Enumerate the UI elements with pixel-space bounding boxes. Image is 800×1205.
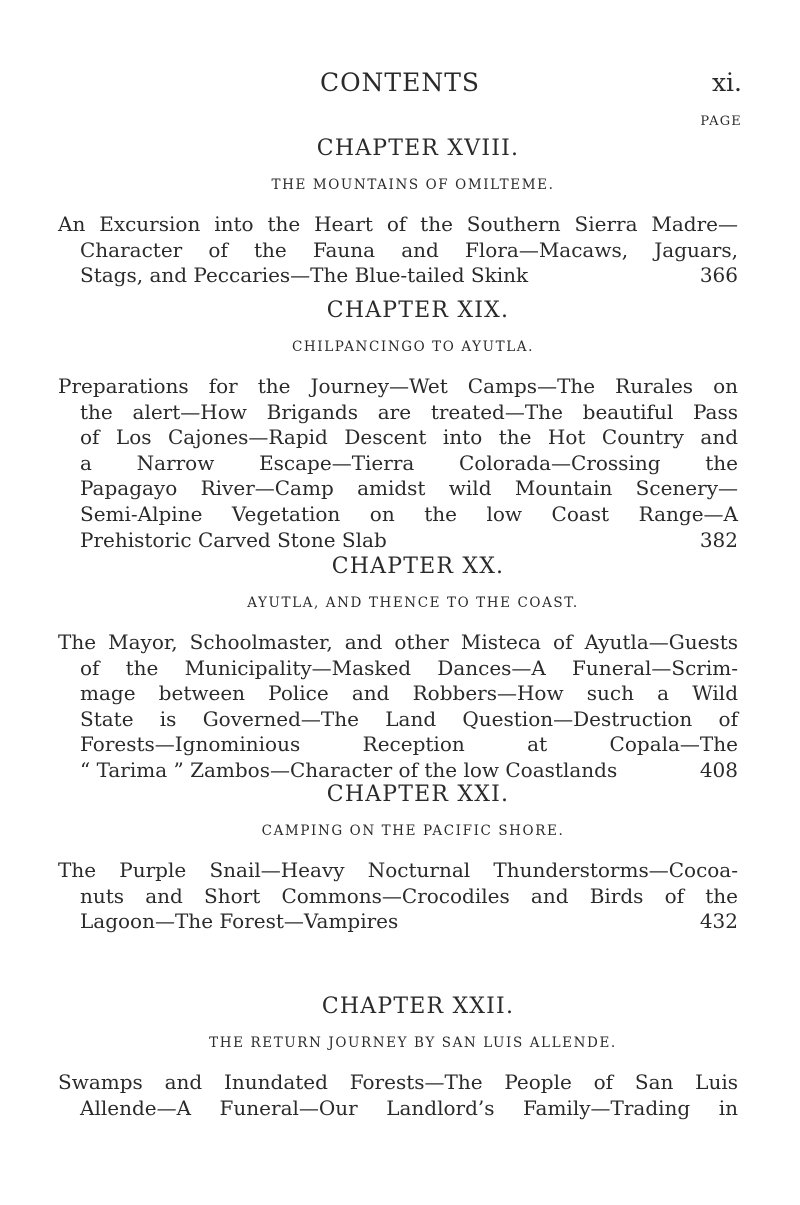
summary-line: a Narrow Escape—Tierra Colorada—Crossing the: [80, 450, 738, 475]
summary-line: Character of the Fauna and Flora—Macaws, Jaguars,: [80, 237, 738, 262]
summary-line: nuts and Short Commons—Crocodiles and Birds of the: [80, 883, 738, 908]
page-number: xi.: [711, 68, 742, 97]
chapter-summary: [58, 630, 738, 784]
chapter-title: CHAPTER XXI.: [326, 782, 510, 807]
summary-line: the alert—How Brigands are treated—The beautiful Pass: [80, 399, 738, 424]
chapter-entry: [58, 552, 738, 784]
summary-line: Prehistoric Carved Stone Slab: [80, 527, 387, 552]
chapter-page-number: 432: [699, 909, 738, 934]
summary-line: Preparations for the Journey—Wet Camps—The Rurales on: [58, 374, 738, 398]
page-column-label: PAGE: [700, 114, 742, 129]
summary-line: The Mayor, Schoolmaster, and other Misteca of Ayutla—Guests: [58, 630, 738, 654]
chapter-title: CHAPTER XX.: [331, 554, 505, 579]
chapter-subtitle: THE RETURN JOURNEY BY SAN LUIS ALLENDE.: [209, 1035, 617, 1051]
chapter-title: CHAPTER XIX.: [326, 298, 510, 323]
summary-line: of Los Cajones—Rapid Descent into the Hot Country and: [80, 425, 738, 450]
chapter-entry: [58, 134, 738, 289]
chapter-page-number: 382: [699, 527, 738, 552]
summary-line: Allende—A Funeral—Our Landlord’s Family—Trading in: [80, 1095, 738, 1120]
running-head: [0, 66, 800, 100]
chapter-summary: [58, 374, 738, 553]
summary-line: Semi-Alpine Vegetation on the low Coast Range—A: [80, 501, 738, 526]
summary-line: Swamps and Inundated Forests—The People of San Luis: [58, 1070, 738, 1094]
chapter-page-number: 408: [699, 757, 738, 782]
summary-line: of the Municipality—Masked Dances—A Funeral—Scrim-: [80, 655, 738, 680]
summary-line: Lagoon—The Forest—Vampires: [80, 909, 399, 934]
chapter-title: CHAPTER XXII.: [321, 994, 515, 1019]
summary-line: “ Tarima ” Zambos—Character of the low Coastlands: [80, 757, 618, 782]
chapter-subtitle: THE MOUNTAINS OF OMILTEME.: [271, 177, 555, 193]
chapter-entry: [58, 296, 738, 553]
summary-line: State is Governed—The Land Question—Destruction of: [80, 706, 738, 731]
chapter-page-number: 366: [699, 263, 738, 288]
chapter-summary: [58, 1070, 738, 1121]
chapter-summary: [58, 858, 738, 935]
summary-line: An Excursion into the Heart of the Southern Sierra Madre—: [58, 212, 738, 236]
summary-line: Forests—Ignominious Reception at Copala—The: [80, 732, 738, 757]
summary-line: The Purple Snail—Heavy Nocturnal Thunderstorms—Cocoa-: [58, 858, 738, 882]
chapter-subtitle: CHILPANCINGO TO AYUTLA.: [291, 339, 535, 355]
chapter-subtitle: AYUTLA, AND THENCE TO THE COAST.: [247, 595, 579, 611]
summary-line: mage between Police and Robbers—How such a Wild: [80, 681, 738, 706]
running-title: CONTENTS: [319, 68, 481, 97]
chapter-entry: [58, 780, 738, 935]
chapter-title: CHAPTER XVIII.: [316, 136, 520, 161]
chapter-summary: [58, 212, 738, 289]
summary-line: Stags, and Peccaries—The Blue-tailed Skink: [80, 263, 529, 288]
summary-line: Papagayo River—Camp amidst wild Mountain Scenery—: [80, 476, 738, 501]
chapter-entry: [58, 992, 738, 1121]
chapter-subtitle: CAMPING ON THE PACIFIC SHORE.: [261, 823, 565, 839]
